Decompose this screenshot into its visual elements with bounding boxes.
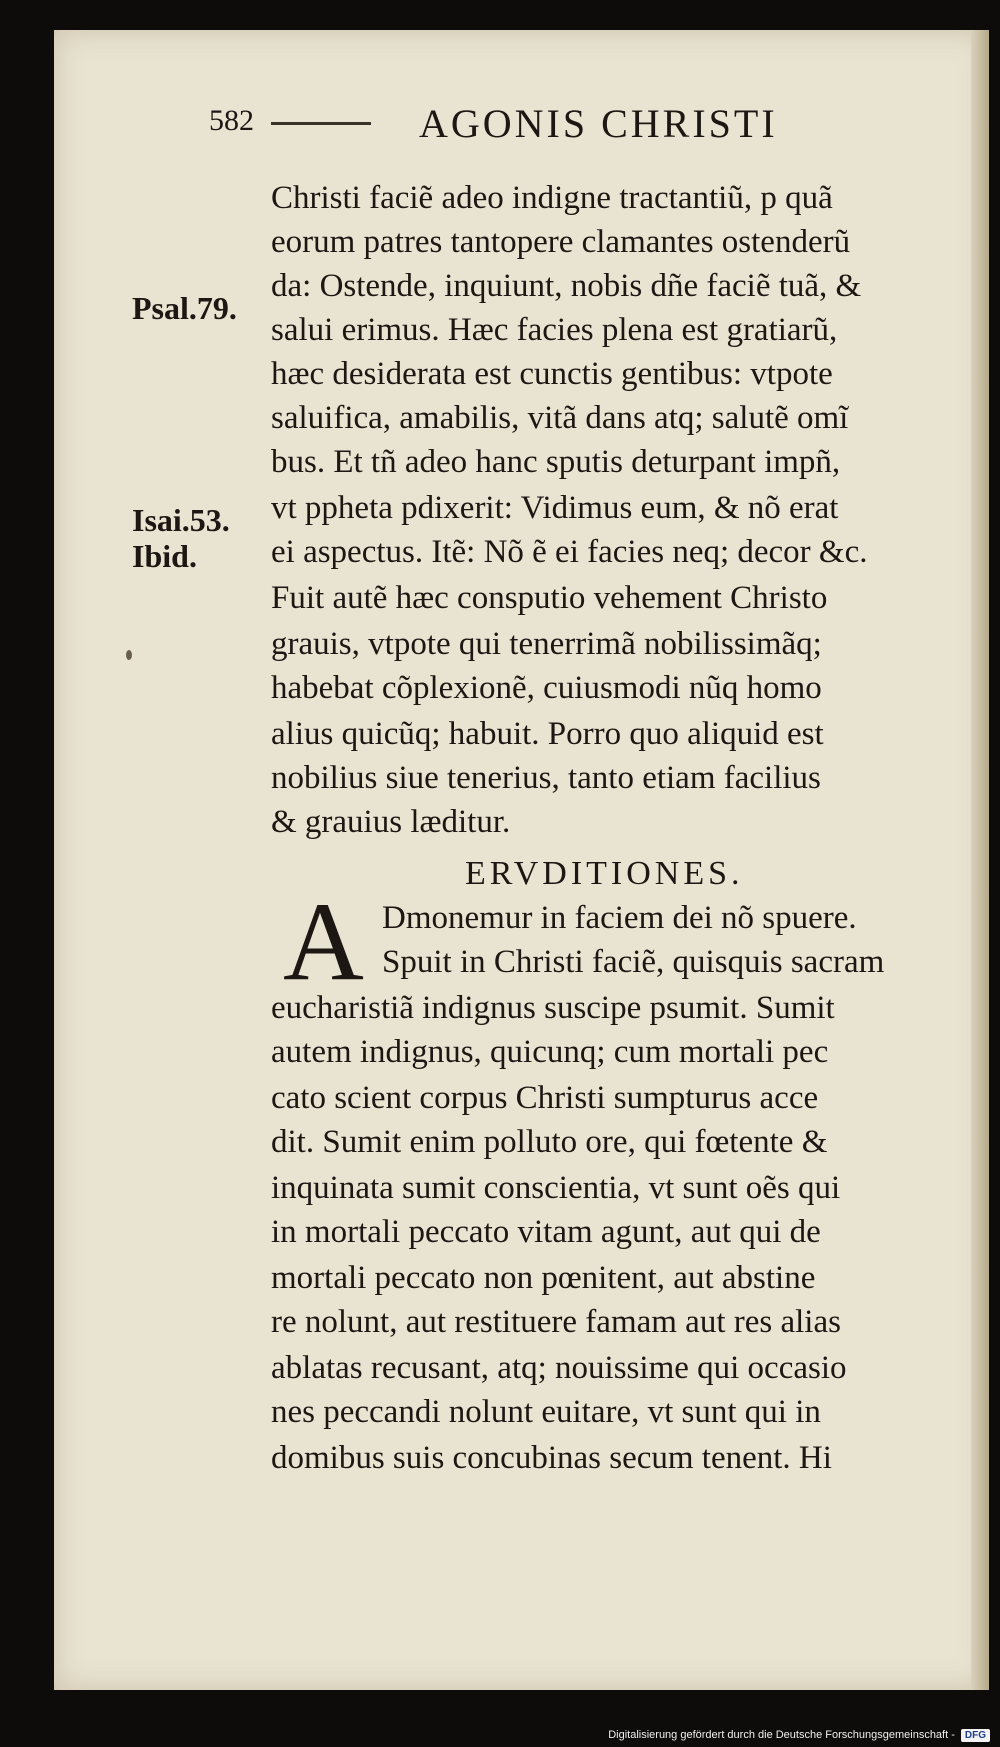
drop-cap: A [283,880,364,1004]
body-line: nes peccandi nolunt euitare, vt sunt qui in [271,1394,821,1430]
body-line: ablatas recusant, atq; nouissime qui occasio [271,1350,847,1386]
body-line: alius quicũq; habuit. Porro quo aliquid est [271,716,824,752]
ink-blot [126,650,132,660]
dfg-logo: DFG [961,1729,990,1742]
body-line: dit. Sumit enim polluto ore, qui fœtente & [271,1124,828,1160]
margin-note-psal: Psal.79. [132,290,237,326]
body-line: grauis, vtpote qui tenerrimã nobilissimãq; [271,626,822,662]
footer-credit: Digitalisierung gefördert durch die Deutsche Forschungsgemeinschaft - [608,1729,955,1741]
digitization-footer [608,1726,990,1744]
body-line: eorum patres tantopere clamantes ostenderũ [271,224,851,260]
body-line: Dmonemur in faciem dei nõ spuere. [382,900,857,936]
running-title: AGONIS CHRISTI [419,101,778,146]
body-line: mortali peccato non pœnitent, aut abstine [271,1260,816,1296]
body-line: in mortali peccato vitam agunt, aut qui de [271,1214,821,1250]
body-line: Christi faciẽ adeo indigne tractantiũ, p quã [271,180,833,216]
body-line: re nolunt, aut restituere famam aut res alias [271,1304,841,1340]
body-line: habebat cõplexionẽ, cuiusmodi nũq homo [271,670,822,706]
body-line: Fuit autẽ hæc consputio vehement Christo [271,580,828,616]
body-line: & grauius læditur. [271,804,511,840]
page-edge [971,30,989,1690]
body-line: hæc desiderata est cunctis gentibus: vtpote [271,356,833,392]
body-line: cato scient corpus Christi sumpturus acce [271,1080,819,1116]
body-line: autem indignus, quicunq; cum mortali pec [271,1034,829,1070]
margin-note-isai: Isai.53. [132,502,230,538]
body-line: vt ppheta pdixerit: Vidimus eum, & nõ erat [271,490,839,526]
body-line: bus. Et tñ adeo hanc sputis deturpant impñ, [271,444,841,480]
body-line: inquinata sumit conscientia, vt sunt oẽs qui [271,1170,841,1206]
body-line: saluifica, amabilis, vitã dans atq; salutẽ omĩ [271,400,849,436]
body-line: eucharistiã indignus suscipe psumit. Sumit [271,990,835,1026]
body-line: nobilius siue tenerius, tanto etiam facilius [271,760,821,796]
header-rule [271,122,371,125]
page-number: 582 [209,104,254,137]
page-header [209,96,899,146]
body-line: Spuit in Christi faciẽ, quisquis sacram [382,944,885,980]
body-line: domibus suis concubinas secum tenent. Hi [271,1440,832,1476]
margin-note-ibid: Ibid. [132,538,197,574]
body-line: salui erimus. Hæc facies plena est gratiarũ, [271,312,838,348]
section-heading: ERVDITIONES. [465,855,744,892]
body-line: ei aspectus. Itẽ: Nõ ẽ ei facies neq; decor &c. [271,534,868,570]
body-line: da: Ostende, inquiunt, nobis dñe faciẽ tuã, & [271,268,862,304]
